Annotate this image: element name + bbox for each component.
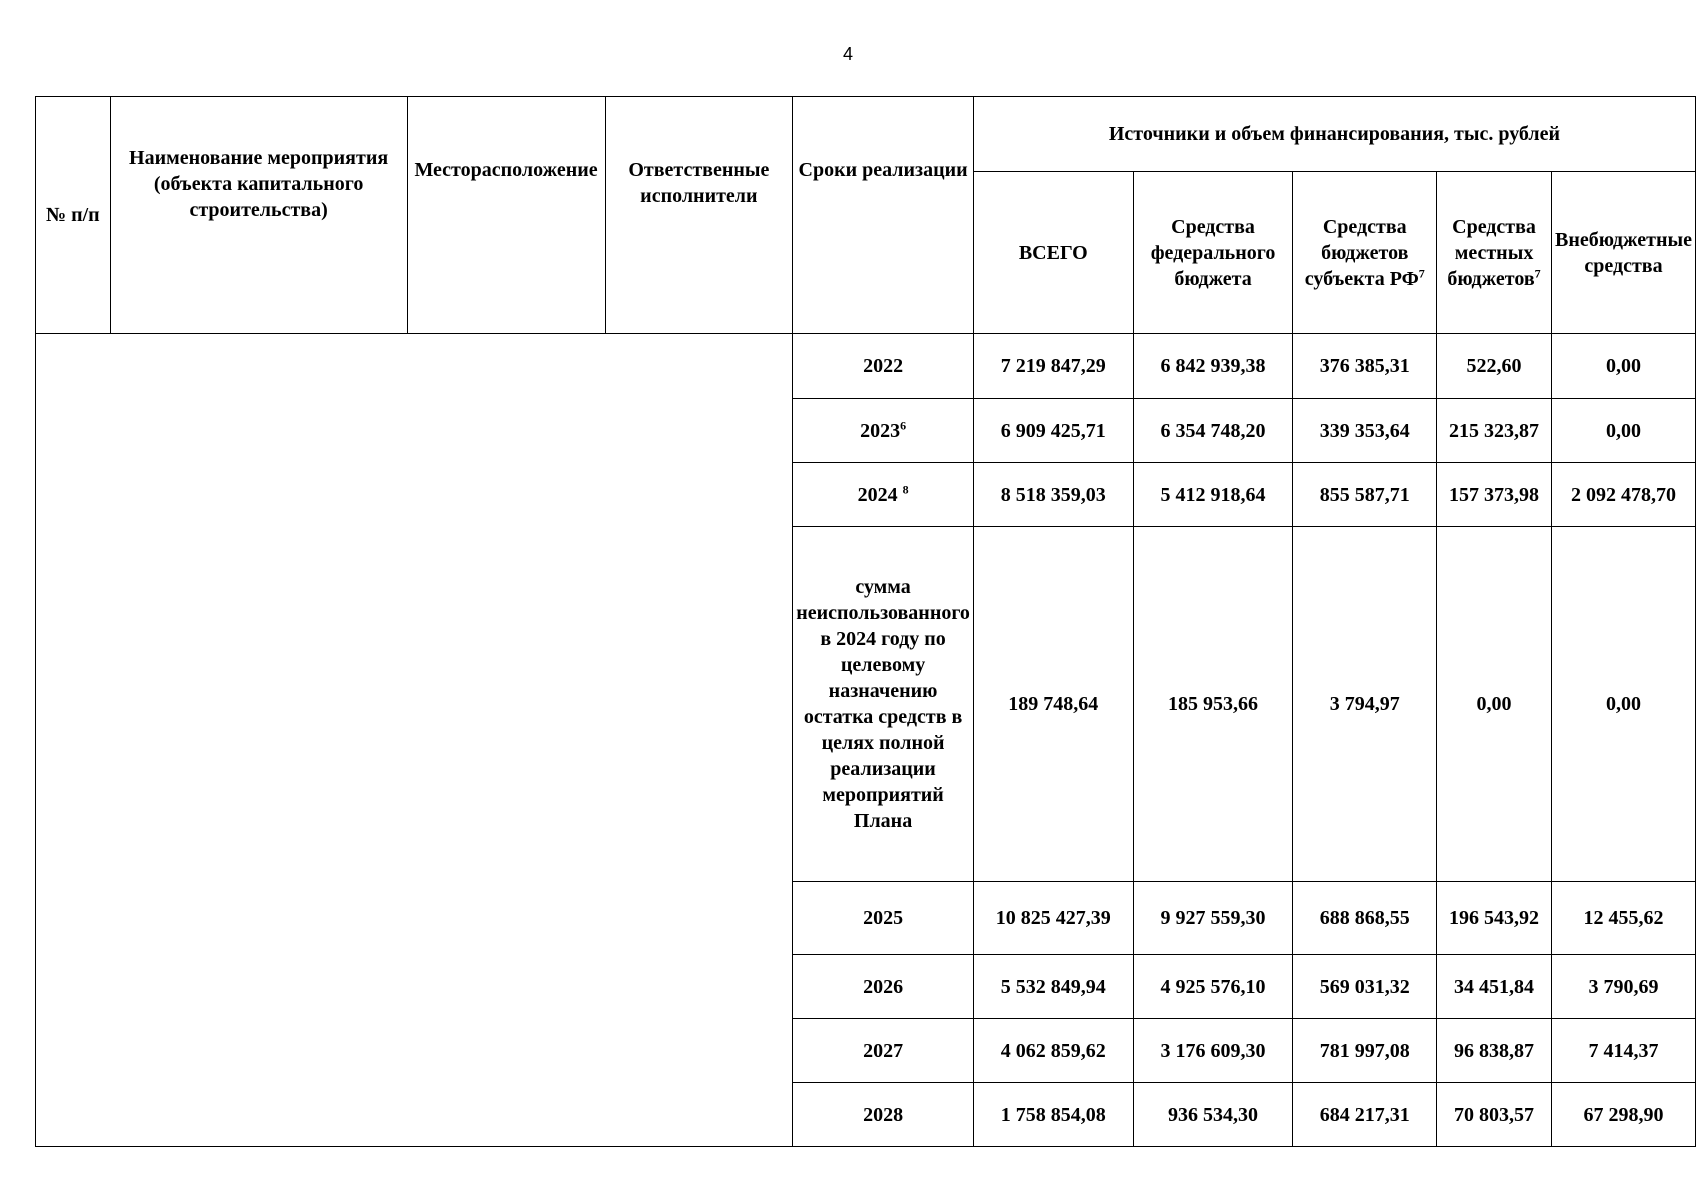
offbudget-cell: 0,00 <box>1551 527 1695 882</box>
federal-cell: 6 842 939,38 <box>1133 334 1293 399</box>
federal-cell: 9 927 559,30 <box>1133 882 1293 955</box>
term-cell: 2025 <box>793 882 974 955</box>
regional-cell: 376 385,31 <box>1293 334 1437 399</box>
offbudget-cell: 0,00 <box>1551 399 1695 463</box>
term-cell: 2027 <box>793 1019 974 1083</box>
municipal-cell: 157 373,98 <box>1437 463 1552 527</box>
header-num: № п/п <box>36 97 111 334</box>
municipal-cell: 0,00 <box>1437 527 1552 882</box>
regional-cell: 339 353,64 <box>1293 399 1437 463</box>
regional-cell: 688 868,55 <box>1293 882 1437 955</box>
header-sources-group: Источники и объем финансирования, тыс. рублей <box>973 97 1695 172</box>
regional-cell: 781 997,08 <box>1293 1019 1437 1083</box>
total-cell: 10 825 427,39 <box>973 882 1133 955</box>
term-cell: 2022 <box>793 334 974 399</box>
header-total: ВСЕГО <box>973 172 1133 334</box>
term-cell: сумма неиспользованного в 2024 году по целевому назначению остатка средств в целях полной реализации мероприятий Плана <box>793 527 974 882</box>
offbudget-cell: 0,00 <box>1551 334 1695 399</box>
offbudget-cell: 3 790,69 <box>1551 955 1695 1019</box>
offbudget-cell: 12 455,62 <box>1551 882 1695 955</box>
regional-cell: 569 031,32 <box>1293 955 1437 1019</box>
term-cell: 2026 <box>793 955 974 1019</box>
total-cell: 4 062 859,62 <box>973 1019 1133 1083</box>
federal-cell: 4 925 576,10 <box>1133 955 1293 1019</box>
municipal-cell: 70 803,57 <box>1437 1083 1552 1147</box>
financing-table <box>35 96 1696 1147</box>
offbudget-cell: 2 092 478,70 <box>1551 463 1695 527</box>
term-cell: 2024 $^8$ <box>793 463 974 527</box>
federal-cell: 5 412 918,64 <box>1133 463 1293 527</box>
header-term: Сроки реализации <box>793 97 974 334</box>
offbudget-cell: 67 298,90 <box>1551 1083 1695 1147</box>
total-cell: 6 909 425,71 <box>973 399 1133 463</box>
municipal-cell: 522,60 <box>1437 334 1552 399</box>
total-cell: 8 518 359,03 <box>973 463 1133 527</box>
federal-cell: 936 534,30 <box>1133 1083 1293 1147</box>
federal-cell: 3 176 609,30 <box>1133 1019 1293 1083</box>
municipal-cell: 196 543,92 <box>1437 882 1552 955</box>
header-location: Месторасположение <box>407 97 605 334</box>
header-offbudget: Внебюджетные средства <box>1551 172 1695 334</box>
municipal-cell: 96 838,87 <box>1437 1019 1552 1083</box>
municipal-cell: 34 451,84 <box>1437 955 1552 1019</box>
header-responsible: Ответственные исполнители <box>605 97 793 334</box>
table-row <box>36 334 1696 399</box>
regional-cell: 3 794,97 <box>1293 527 1437 882</box>
municipal-cell: 215 323,87 <box>1437 399 1552 463</box>
term-cell: 2028 <box>793 1083 974 1147</box>
header-federal: Средства федерального бюджета <box>1133 172 1293 334</box>
regional-cell: 855 587,71 <box>1293 463 1437 527</box>
regional-cell: 684 217,31 <box>1293 1083 1437 1147</box>
header-regional: Средства бюджетов субъекта $РФ^7$ <box>1293 172 1437 334</box>
total-cell: 1 758 854,08 <box>973 1083 1133 1147</box>
total-cell: 5 532 849,94 <box>973 955 1133 1019</box>
term-cell: 2023$^6$ <box>793 399 974 463</box>
page-number: 4 <box>842 44 853 64</box>
total-cell: 189 748,64 <box>973 527 1133 882</box>
federal-cell: 6 354 748,20 <box>1133 399 1293 463</box>
merged-empty-cell <box>36 334 793 1147</box>
federal-cell: 185 953,66 <box>1133 527 1293 882</box>
header-municipal: Средства местных бюджетов$^7$ <box>1437 172 1552 334</box>
offbudget-cell: 7 414,37 <box>1551 1019 1695 1083</box>
header-name: Наименование мероприятия (объекта капитального строительства) <box>110 97 407 334</box>
total-cell: 7 219 847,29 <box>973 334 1133 399</box>
